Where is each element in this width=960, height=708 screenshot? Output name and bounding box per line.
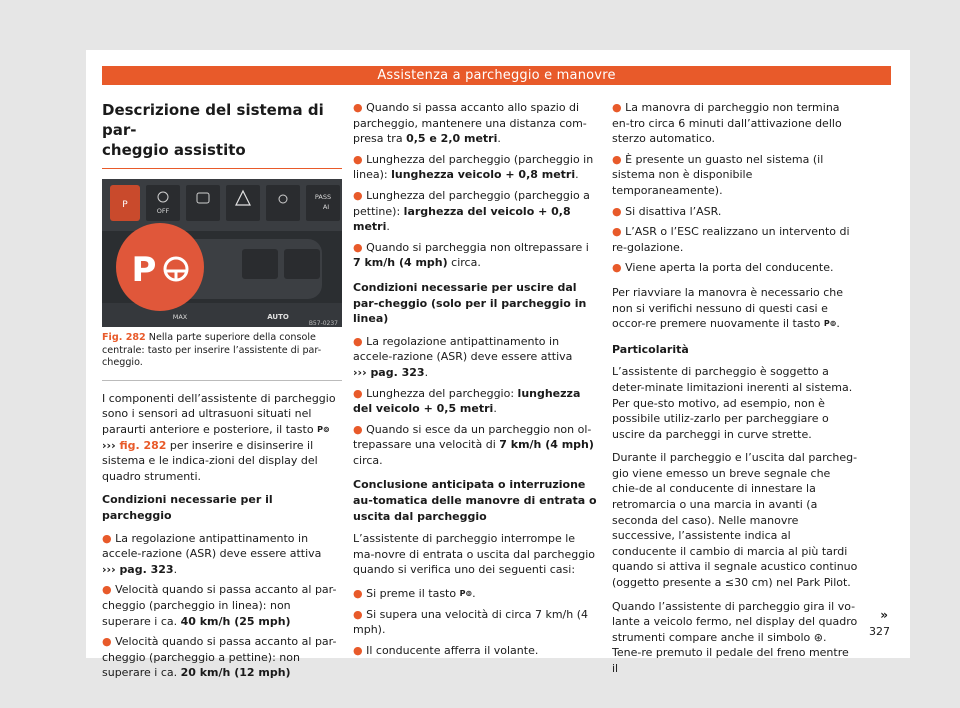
list-item: ● Il conducente afferra il volante. bbox=[353, 643, 539, 657]
figure-number: Fig. 282 bbox=[102, 332, 146, 343]
steering-symbol-paragraph: Quando l’assistente di parcheggio gira il vo-lante a veicolo fermo, nel display del quadro strumenti compare anche il simbolo ⊛. Tene-re premuto il pedale del freno mentre il bbox=[612, 599, 858, 675]
limitations-paragraph: L’assistente di parcheggio è soggetto a deter-minate limitazioni inerenti al sistema. Per que-sto motivo, ad esempio, non è possibile utiliz-zarlo per parcheggiare o uscire da parcheggi in curve strette. bbox=[612, 365, 853, 441]
list-item: ● Si supera una velocità di circa 7 km/h (4 mph). bbox=[353, 607, 589, 637]
intro-text-b: per inserire e disinserire il sistema e le indica-zioni del display del quadro strumenti. bbox=[102, 438, 318, 483]
particularities-heading: Particolarità bbox=[612, 342, 689, 356]
list-item: ● Quando si parcheggia non oltrepassare i 7 km/h (4 mph) circa. bbox=[353, 240, 589, 270]
figure-caption bbox=[102, 332, 342, 381]
list-item: ● Si disattiva l’ASR. bbox=[612, 204, 722, 218]
list-item: ● La regolazione antipattinamento in accele-razione (ASR) deve essere attiva ››› pag. 323. bbox=[353, 334, 573, 379]
chapter-header: Assistenza a parcheggio e manovre bbox=[102, 66, 891, 85]
svg-text:B57-0237: B57-0237 bbox=[308, 320, 338, 327]
column-right bbox=[612, 100, 858, 685]
section-title: Descrizione del sistema di par- cheggio assistito bbox=[102, 100, 342, 169]
column-left bbox=[102, 100, 342, 686]
page-ref-link[interactable]: ››› pag. 323 bbox=[102, 562, 174, 576]
list-item: ● Lunghezza del parcheggio (parcheggio a pettine): larghezza del veicolo + 0,8 metri. bbox=[353, 188, 590, 234]
column-middle bbox=[353, 100, 599, 663]
magnified-button-circle bbox=[116, 223, 204, 311]
park-assist-p-icon: P bbox=[131, 250, 157, 290]
list-item: ● Lunghezza del parcheggio: lunghezza del veicolo + 0,5 metri. bbox=[353, 386, 581, 416]
svg-text:P: P bbox=[122, 200, 128, 210]
figure-caption-text: Nella parte superiore della console centrale: tasto per inserire l’assistente di par-cheggio. bbox=[102, 332, 322, 369]
svg-text:OFF: OFF bbox=[156, 207, 170, 215]
console-illustration bbox=[102, 179, 342, 327]
svg-text:PASS: PASS bbox=[314, 193, 332, 201]
list-item: ● È presente un guasto nel sistema (il sistema non è disponibile temporaneamente). bbox=[612, 152, 824, 197]
restart-paragraph: Per riavviare la manovra è necessario che non si verifichi nessuno di questi casi e occor-re premere nuovamente il tasto P⊚. bbox=[612, 285, 844, 331]
conditions-heading: Condizioni necessarie per il parcheggio bbox=[102, 493, 273, 522]
page-ref-link[interactable]: ››› pag. 323 bbox=[353, 365, 425, 379]
early-termination-paragraph: L’assistente di parcheggio interrompe le ma-novre di entrata o uscita dal parcheggio quando si verifica uno dei seguenti casi: bbox=[353, 532, 595, 577]
park-assist-key-icon: P⊚ bbox=[317, 424, 330, 434]
list-item: ● Quando si esce da un parcheggio non ol-trepassare una velocità di 7 km/h (4 mph) circa. bbox=[353, 422, 594, 467]
figure-ref-link[interactable]: ››› fig. 282 bbox=[102, 438, 167, 452]
list-item: ● Si preme il tasto P⊚. bbox=[353, 587, 476, 601]
park-assist-key-icon: P⊚ bbox=[459, 589, 473, 599]
list-item: ● La manovra di parcheggio non termina en-tro circa 6 minuti dall’attivazione dello sterzo automatico. bbox=[612, 101, 842, 146]
list-item: ● Velocità quando si passa accanto al par-cheggio (parcheggio a pettine): non superare i ca. 20 km/h (12 mph) bbox=[102, 635, 337, 680]
svg-text:MAX: MAX bbox=[172, 313, 188, 321]
early-termination-heading: Conclusione anticipata o interruzione au-tomatica delle manovre di entrata o uscita dal parcheggio bbox=[353, 478, 597, 523]
list-item: ● Viene aperta la porta del conducente. bbox=[612, 261, 834, 275]
figure-console-image bbox=[102, 179, 342, 327]
gear-signal-paragraph: Durante il parcheggio e l’uscita dal parcheg-gio viene emesso un breve segnale che chie-de al conducente di innestare la retromarcia o una marcia in avanti (a seconda del caso). Nelle manovre successive, l’assistente indica al conducente il cambio di marcia al più tardi quando si attiva il segnale acustico continuo (oggetto presente a ≤30 cm) nel Park Pilot. bbox=[612, 451, 858, 590]
manual-page bbox=[86, 50, 910, 680]
list-item: ● Lunghezza del parcheggio (parcheggio in linea): lunghezza veicolo + 0,8 metri. bbox=[353, 152, 594, 182]
intro-paragraph bbox=[102, 391, 342, 485]
page-number: 327 bbox=[869, 625, 890, 638]
list-item: ● L’ASR o l’ESC realizzano un intervento di re-golazione. bbox=[612, 225, 850, 254]
park-assist-key-icon: P⊚ bbox=[823, 319, 837, 329]
list-item: ● Quando si passa accanto allo spazio di parcheggio, mantenere una distanza com-presa tra 0,5 e 2,0 metri. bbox=[353, 101, 587, 146]
continue-marker: » bbox=[880, 608, 888, 622]
exit-conditions-heading: Condizioni necessarie per uscire dal par-cheggio (solo per il parcheggio in linea) bbox=[353, 280, 587, 326]
svg-text:AI: AI bbox=[322, 203, 330, 211]
svg-text:AUTO: AUTO bbox=[267, 313, 289, 321]
list-item: ● Velocità quando si passa accanto al par-cheggio (parcheggio in linea): non superare i ca. 40 km/h (25 mph) bbox=[102, 583, 337, 628]
list-item: ● La regolazione antipattinamento in accele-razione (ASR) deve essere attiva ››› pag. 323. bbox=[102, 531, 322, 576]
steering-symbol-icon: ⊛ bbox=[813, 630, 823, 644]
intro-text-a: I componenti dell’assistente di parcheggio sono i sensori ad ultrasuoni situati nel paraurti anteriore e posteriore, il tasto bbox=[102, 391, 336, 436]
